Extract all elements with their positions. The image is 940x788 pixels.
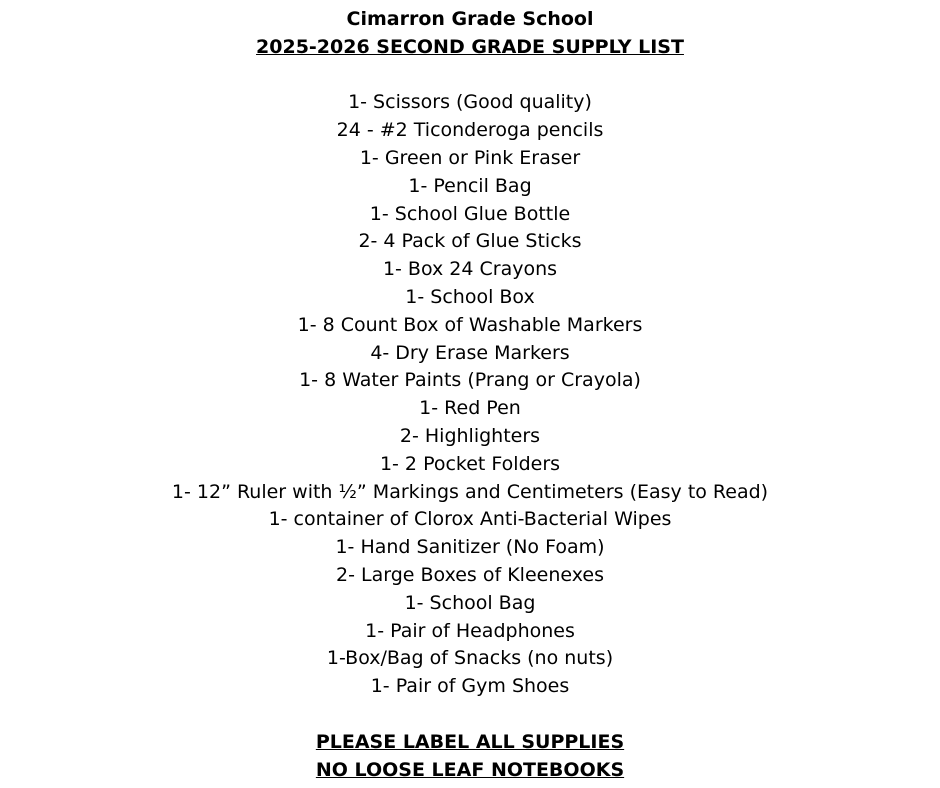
list-item: 1- container of Clorox Anti-Bacterial Wipes (268, 508, 672, 531)
list-item: 1-Box/Bag of Snacks (no nuts) (326, 647, 614, 670)
list-item: 2- 4 Pack of Glue Sticks (358, 230, 582, 253)
list-item: 1- Box 24 Crayons (382, 258, 558, 281)
list-item: 1- Pair of Headphones (365, 619, 575, 642)
list-item: 1- 2 Pocket Folders (379, 452, 561, 475)
label-supplies-note: PLEASE LABEL ALL SUPPLIES (315, 730, 625, 753)
list-item: 1- Red Pen (419, 397, 521, 420)
no-loose-leaf-note: NO LOOSE LEAF NOTEBOOKS (315, 758, 625, 781)
list-item: 1- Pair of Gym Shoes (370, 675, 570, 698)
list-item: 1- Scissors (Good quality) (348, 91, 592, 114)
list-item: 1- 8 Count Box of Washable Markers (297, 313, 643, 336)
list-item: 4- Dry Erase Markers (370, 341, 570, 364)
list-title: 2025-2026 SECOND GRADE SUPPLY LIST (256, 35, 684, 58)
spacer (0, 701, 940, 729)
list-item: 1- School Glue Bottle (369, 202, 571, 225)
list-item: 2- Large Boxes of Kleenexes (336, 563, 604, 586)
list-item: 1- Pencil Bag (408, 174, 532, 197)
list-item: 2- Highlighters (399, 424, 541, 447)
list-item: 1- Hand Sanitizer (No Foam) (335, 536, 605, 559)
school-name: Cimarron Grade School (346, 8, 594, 30)
list-item: 1- School Bag (404, 591, 536, 614)
spacer (0, 62, 940, 90)
supply-items-list (0, 89, 940, 701)
list-item: 1- 12” Ruler with ½” Markings and Centimeters (Easy to Read) (171, 480, 769, 503)
list-item: 1- 8 Water Paints (Prang or Crayola) (299, 369, 641, 392)
list-item: 24 - #2 Ticonderoga pencils (336, 119, 604, 142)
list-item: 1- School Box (405, 285, 535, 308)
list-item: 1- Green or Pink Eraser (359, 146, 581, 169)
